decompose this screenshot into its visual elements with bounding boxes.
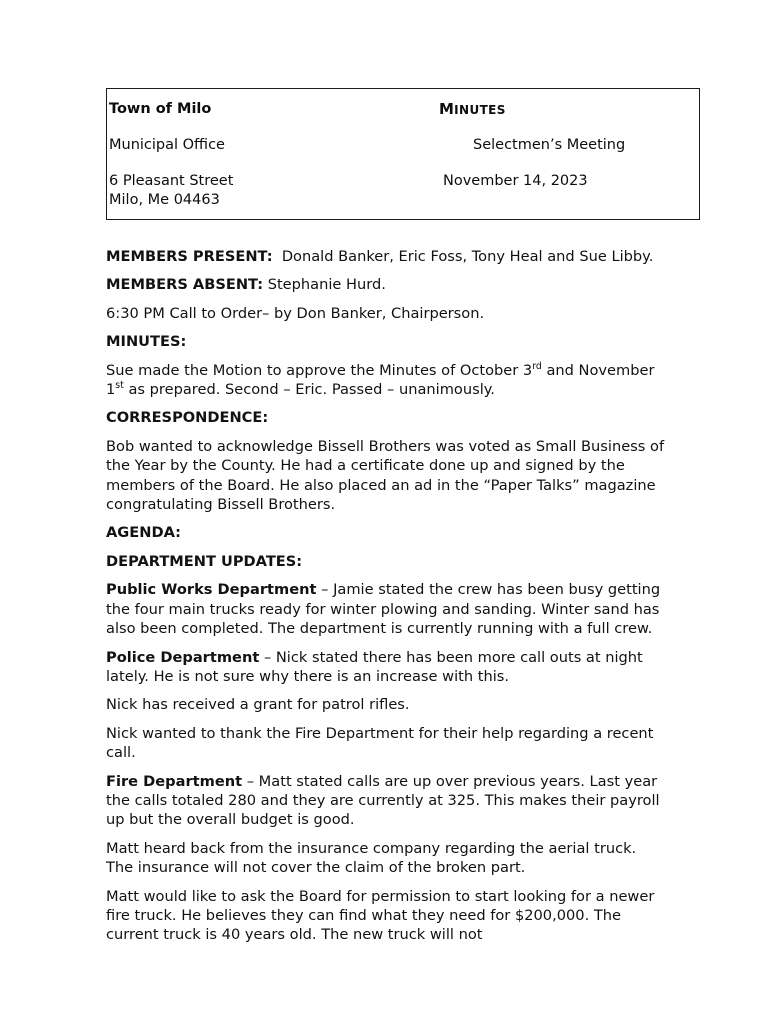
meeting-date: November 14, 2023 (443, 173, 588, 189)
public-works-paragraph (106, 580, 666, 638)
document-type (439, 100, 506, 120)
meeting-name: Selectmen’s Meeting (473, 137, 626, 153)
members-absent-paragraph (106, 275, 666, 294)
minutes-approval-paragraph (106, 361, 666, 400)
correspondence-heading: CORRESPONDENCE: (106, 409, 269, 427)
header-spacer-2 (109, 155, 699, 172)
header-row-address (109, 172, 699, 191)
fire-department-paragraph (106, 772, 666, 830)
police-department-text: – Nick stated there has been more call outs at night lately. He is not sure why there is an increase with this. (106, 648, 643, 685)
members-absent-label: MEMBERS ABSENT: (106, 276, 264, 294)
public-works-text: – Jamie stated the crew has been busy getting the four main trucks ready for winter plowing and sanding. Winter sand has also been completed. The department is currently running with a full crew. (106, 581, 661, 638)
organization-name: Town of Milo (109, 101, 212, 117)
address-street: 6 Pleasant Street (109, 173, 234, 189)
minutes-text-part-1: Sue made the Motion to approve the Minutes of October 3 (106, 361, 533, 379)
members-present-label: MEMBERS PRESENT: (106, 248, 273, 265)
fire-truck-paragraph: Matt would like to ask the Board for permission to start looking for a newer fire truck. He believes they can find what they need for $200,000. The current truck is 40 years old. The new truck will not (106, 887, 655, 944)
fire-department-text: – Matt stated calls are up over previous years. Last year the calls totaled 280 and they are currently at 325. This makes their payroll up but the overall budget is good. (106, 772, 660, 829)
call-to-order-paragraph: 6:30 PM Call to Order– by Don Banker, Chairperson. (106, 304, 485, 322)
minutes-text-part-3: as prepared. Second – Eric. Passed – unanimously. (123, 381, 495, 399)
public-works-label: Public Works Department (106, 581, 317, 599)
members-present-paragraph (106, 247, 666, 266)
police-grant-paragraph: Nick has received a grant for patrol rifles. (106, 696, 410, 714)
minutes-heading: MINUTES: (106, 333, 187, 351)
minutes-text-part-2: and November 1 (106, 361, 655, 399)
members-absent-value: Stephanie Hurd. (267, 276, 386, 294)
header-row-title (109, 100, 699, 119)
police-department-label: Police Department (106, 648, 260, 666)
fire-insurance-paragraph: Matt heard back from the insurance company regarding the aerial truck. The insurance will not cover the claim of the broken part. (106, 839, 637, 877)
document-type-remainder: INUTES (454, 103, 506, 117)
header-spacer-1 (109, 119, 699, 136)
address-city-state-zip: Milo, Me 04463 (109, 192, 220, 208)
members-present-value: Donald Banker, Eric Foss, Tony Heal and Sue Libby. (281, 248, 654, 265)
document-body (106, 247, 666, 945)
agenda-heading: AGENDA: (106, 524, 181, 542)
correspondence-paragraph: Bob wanted to acknowledge Bissell Brothers was voted as Small Business of the Year by the County. He had a certificate done up and signed by the members of the Board. He also placed an ad in the “Paper Talks” magazine congratulating Bissell Brothers. (106, 437, 665, 514)
header-table-cell (107, 89, 699, 219)
document-type-initial: M (439, 100, 455, 118)
police-thanks-paragraph: Nick wanted to thank the Fire Department for their help regarding a recent call. (106, 724, 654, 762)
minutes-ordinal-st: st (115, 380, 124, 392)
minutes-ordinal-rd: rd (532, 360, 542, 372)
department-updates-heading: DEPARTMENT UPDATES: (106, 552, 303, 570)
police-department-paragraph (106, 648, 666, 687)
municipal-office-label: Municipal Office (109, 137, 225, 153)
header-row-location (109, 136, 699, 155)
fire-department-label: Fire Department (106, 772, 243, 790)
meeting-header-table (106, 88, 700, 220)
header-row-city (109, 191, 699, 210)
